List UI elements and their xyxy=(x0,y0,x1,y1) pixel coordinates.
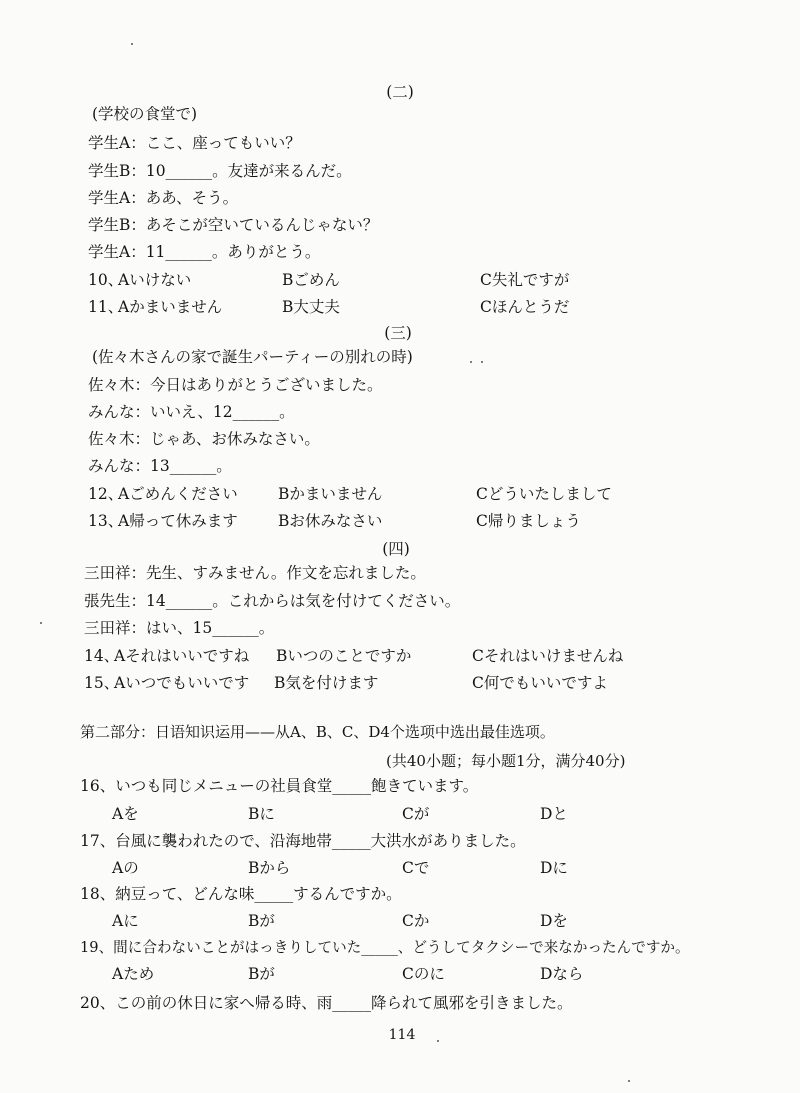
option-a: Aごめんください xyxy=(118,485,238,503)
section-2-context: (学校の食堂で) xyxy=(92,105,198,123)
question-number: 10、 xyxy=(88,271,124,289)
option-b: Bいつのことですか xyxy=(276,647,412,665)
option-b: Bが xyxy=(248,965,275,983)
question-number: 15、 xyxy=(84,674,120,692)
option-a: Aいけない xyxy=(118,271,192,289)
scan-speck xyxy=(40,622,42,624)
section-3-context: (佐々木さんの家で誕生パーティーの別れの時) xyxy=(92,348,413,366)
option-d: Dに xyxy=(540,859,568,877)
question-19-stem: 19、間に合わないことがはっきりしていた_____、どうしてタクシーで来なかったんですか。 xyxy=(80,939,690,956)
dialogue-line: 学生B：あそこが空いているんじゃない？ xyxy=(88,216,379,234)
option-a: Aため xyxy=(112,965,155,983)
question-18-stem: 18、納豆って、どんな味_____するんですか。 xyxy=(80,885,402,903)
option-a: Aの xyxy=(112,859,139,877)
option-a: Aに xyxy=(112,912,139,930)
question-number: 12、 xyxy=(88,485,124,503)
option-a: Aそれはいいですね xyxy=(114,647,250,665)
option-c: Cで xyxy=(402,859,430,877)
option-d: Dを xyxy=(540,912,568,930)
option-c: C帰りましょう xyxy=(476,512,581,530)
question-number: 13、 xyxy=(88,512,124,530)
option-b: Bお休みなさい xyxy=(278,512,383,530)
question-number: 14、 xyxy=(84,647,120,665)
dialogue-line: 張先生：14______。これからは気を付けてください。 xyxy=(84,592,461,610)
dialogue-line: 三田祥：先生、すみません。作文を忘れました。 xyxy=(84,564,426,582)
page-number: 114 xyxy=(388,1027,416,1043)
scan-speck xyxy=(131,43,133,45)
option-c: C失礼ですが xyxy=(480,271,570,289)
option-b: Bから xyxy=(248,859,291,877)
dialogue-line: 学生B：10______。友達が来るんだ。 xyxy=(88,162,352,180)
question-17-stem: 17、台風に襲われたので、沿海地帯_____大洪水がありました。 xyxy=(80,832,526,850)
option-d: Dと xyxy=(540,805,568,823)
option-c: Cそれはいけませんね xyxy=(472,647,624,665)
option-c: Cが xyxy=(402,805,430,823)
option-b: B気を付けます xyxy=(274,674,379,692)
dialogue-line: みんな：13______。 xyxy=(88,457,232,475)
option-b: B大丈夫 xyxy=(282,298,340,316)
option-a: Aかまいません xyxy=(118,298,223,316)
part-2-title: 第二部分：日语知识运用——从A、B、C、D4个选项中选出最佳选项。 xyxy=(80,723,555,741)
option-b: Bごめん xyxy=(282,271,340,289)
section-4-heading: (四) xyxy=(382,540,410,558)
section-3-heading: (三) xyxy=(384,324,412,342)
scan-speck xyxy=(628,1080,630,1082)
scan-speck xyxy=(470,361,472,363)
question-number: 11、 xyxy=(88,298,124,316)
option-c: Cどういたしまして xyxy=(476,485,612,503)
dialogue-line: 学生A：ああ、そう。 xyxy=(88,189,239,207)
option-c: Cほんとうだ xyxy=(480,298,570,316)
part-2-scoring: (共40小题；每小题1分，满分40分) xyxy=(386,752,626,770)
option-a: Aいつでもいいです xyxy=(114,674,250,692)
option-d: Dなら xyxy=(540,965,584,983)
scan-speck xyxy=(481,361,483,363)
dialogue-line: みんな：いいえ、12______。 xyxy=(88,403,295,421)
option-c: C何でもいいですよ xyxy=(472,674,608,692)
option-b: Bに xyxy=(248,805,275,823)
dialogue-line: 三田祥：はい、15______。 xyxy=(84,619,275,637)
option-a: A帰って休みます xyxy=(118,512,238,530)
option-a: Aを xyxy=(112,805,139,823)
option-b: Bが xyxy=(248,912,275,930)
option-c: Cのに xyxy=(402,965,445,983)
dialogue-line: 佐々木：今日はありがとうございました。 xyxy=(88,376,383,394)
question-16-stem: 16、いつも同じメニューの社員食堂_____飽きています。 xyxy=(80,777,479,795)
dialogue-line: 佐々木：じゃあ、お休みなさい。 xyxy=(88,430,320,448)
option-c: Cか xyxy=(402,912,430,930)
scan-speck xyxy=(437,1040,439,1042)
dialogue-line: 学生A：ここ、座ってもいい？ xyxy=(88,134,301,152)
section-2-heading: (二) xyxy=(386,83,414,101)
option-b: Bかまいません xyxy=(278,485,383,503)
question-20-stem: 20、この前の休日に家へ帰る時、雨_____降られて風邪を引きました。 xyxy=(80,994,573,1012)
dialogue-line: 学生A：11______。ありがとう。 xyxy=(88,243,321,261)
